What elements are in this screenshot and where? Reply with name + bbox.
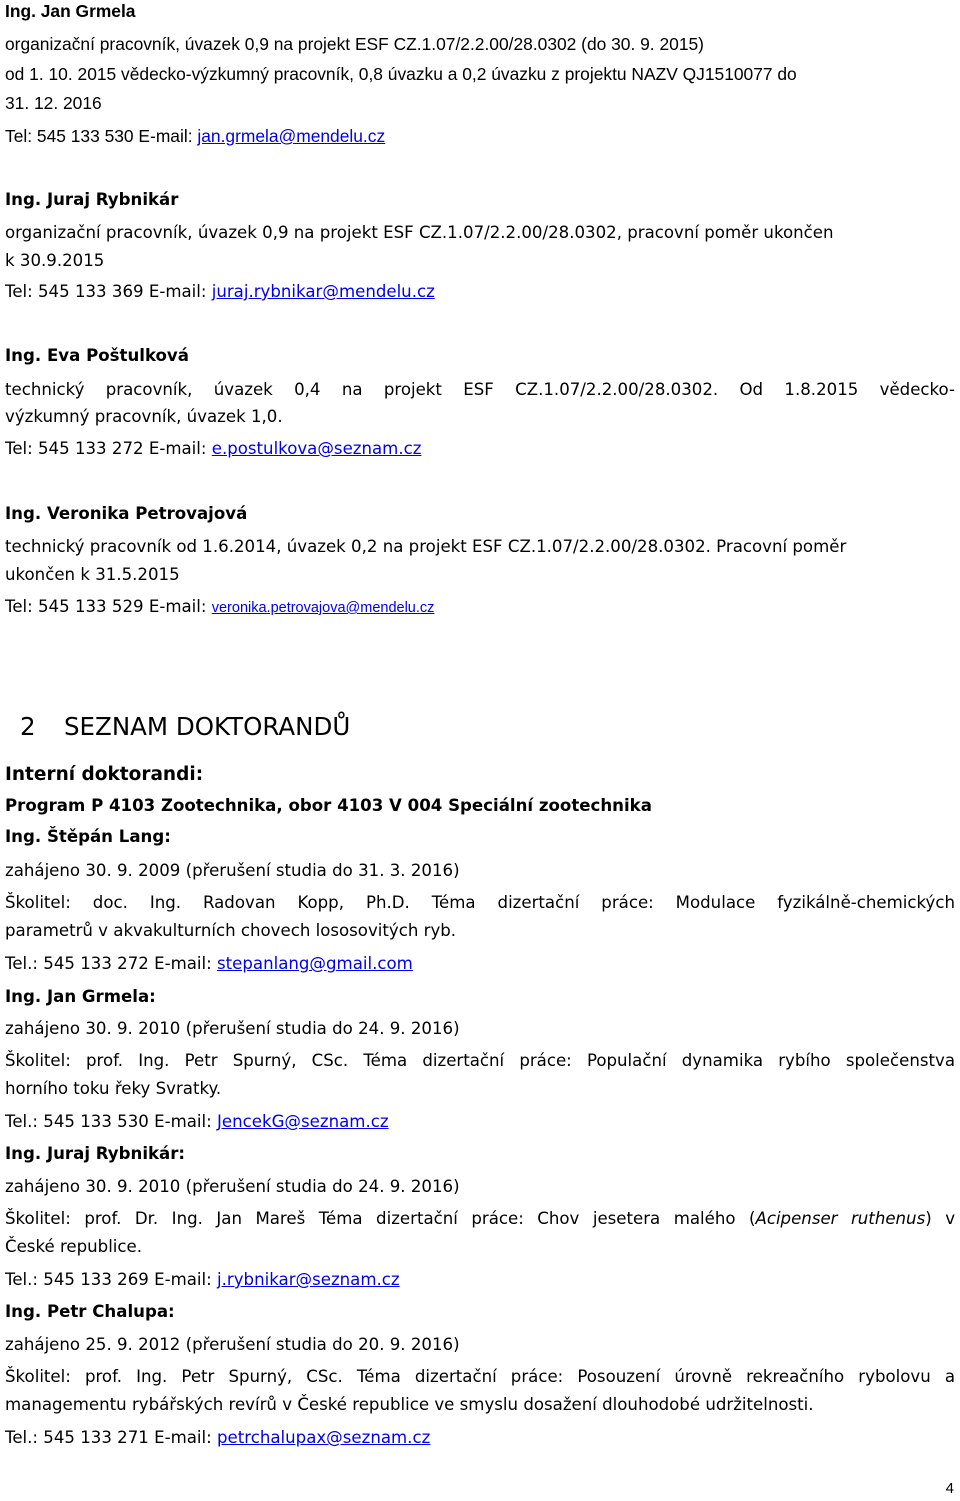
student-started: zahájeno 30. 9. 2009 (přerušení studia do 31. 3. 2016)	[5, 861, 460, 880]
section-subtitle: Interní doktorandi:	[5, 764, 204, 785]
staff-contact	[5, 125, 955, 147]
student-text: Školitel: doc. Ing. Radovan Kopp, Ph.D. Téma dizertační práce: Modulace fyzikálně-chemických	[5, 893, 955, 912]
staff-contact	[5, 438, 955, 460]
staff-contact	[5, 281, 955, 303]
staff-contact	[5, 596, 955, 619]
student-text	[5, 1208, 955, 1230]
text-part: ) v	[925, 1209, 956, 1228]
email-link[interactable]: petrchalupax@seznam.cz	[217, 1428, 431, 1447]
staff-name: Ing. Jan Grmela	[5, 1, 136, 21]
staff-text: od 1. 10. 2015 vědecko-výzkumný pracovník, 0,8 úvazku a 0,2 úvazku z projektu NAZV QJ1510077 do	[5, 64, 797, 84]
text-part: Školitel: prof. Dr. Ing. Jan Mareš Téma dizertační práce: Chov jesetera malého (	[5, 1209, 756, 1228]
student-name: Ing. Jan Grmela:	[5, 987, 156, 1006]
contact-prefix: Tel.: 545 133 271 E-mail:	[5, 1428, 218, 1447]
species-name: Acipenser ruthenus	[755, 1209, 926, 1228]
contact-prefix: Tel.: 545 133 269 E-mail:	[5, 1270, 218, 1289]
staff-text: organizační pracovník, úvazek 0,9 na projekt ESF CZ.1.07/2.2.00/28.0302, pracovní poměr ukončen	[5, 223, 834, 242]
student-contact	[5, 953, 955, 975]
student-started: zahájeno 30. 9. 2010 (přerušení studia do 24. 9. 2016)	[5, 1177, 460, 1196]
student-text: Školitel: prof. Ing. Petr Spurný, CSc. Téma dizertační práce: Populační dynamika rybího společenstva	[5, 1051, 955, 1070]
student-name: Ing. Juraj Rybnikár:	[5, 1144, 186, 1163]
contact-prefix: Tel: 545 133 529 E-mail:	[5, 597, 212, 616]
email-link[interactable]: juraj.rybnikar@mendelu.cz	[211, 282, 435, 301]
staff-text: ukončen k 31.5.2015	[5, 565, 180, 584]
section-number: 2	[20, 712, 36, 741]
staff-text: k 30.9.2015	[5, 251, 105, 270]
email-link[interactable]: j.rybnikar@seznam.cz	[217, 1270, 400, 1289]
student-name: Ing. Petr Chalupa:	[5, 1302, 175, 1321]
student-text: horního toku řeky Svratky.	[5, 1079, 222, 1098]
program-title: Program P 4103 Zootechnika, obor 4103 V 004 Speciální zootechnika	[5, 796, 652, 815]
student-started: zahájeno 25. 9. 2012 (přerušení studia do 20. 9. 2016)	[5, 1335, 460, 1354]
contact-prefix: Tel: 545 133 369 E-mail:	[5, 282, 212, 301]
staff-name: Ing. Veronika Petrovajová	[5, 504, 248, 523]
email-link[interactable]: jan.grmela@mendelu.cz	[197, 126, 386, 146]
staff-text: výzkumný pracovník, úvazek 1,0.	[5, 407, 283, 426]
student-text: parametrů v akvakulturních chovech lososovitých ryb.	[5, 921, 457, 940]
student-text: České republice.	[5, 1237, 143, 1256]
staff-name: Ing. Juraj Rybnikár	[5, 190, 179, 209]
student-name: Ing. Štěpán Lang:	[5, 827, 171, 846]
student-text: managementu rybářských revírů v České republice ve smyslu dosažení dlouhodobé udržitelnosti.	[5, 1395, 814, 1414]
staff-text: 31. 12. 2016	[5, 93, 102, 113]
contact-prefix: Tel.: 545 133 530 E-mail:	[5, 1112, 218, 1131]
staff-name: Ing. Eva Poštulková	[5, 346, 189, 365]
contact-prefix: Tel: 545 133 530 E-mail:	[5, 126, 198, 146]
student-text: Školitel: prof. Ing. Petr Spurný, CSc. Téma dizertační práce: Posouzení úrovně rekreačního rybolovu a	[5, 1367, 955, 1386]
contact-prefix: Tel.: 545 133 272 E-mail:	[5, 954, 218, 973]
section-heading	[20, 711, 350, 743]
staff-text: organizační pracovník, úvazek 0,9 na projekt ESF CZ.1.07/2.2.00/28.0302 (do 30. 9. 2015)	[5, 34, 704, 54]
section-title: SEZNAM DOKTORANDŮ	[64, 712, 351, 741]
student-contact	[5, 1269, 955, 1291]
student-contact	[5, 1111, 955, 1133]
student-started: zahájeno 30. 9. 2010 (přerušení studia do 24. 9. 2016)	[5, 1019, 460, 1038]
email-link[interactable]: JencekG@seznam.cz	[217, 1112, 389, 1131]
staff-text: technický pracovník od 1.6.2014, úvazek 0,2 na projekt ESF CZ.1.07/2.2.00/28.0302. Pracovní poměr	[5, 537, 847, 556]
email-link[interactable]: veronika.petrovajova@mendelu.cz	[211, 600, 435, 616]
staff-text: technický pracovník, úvazek 0,4 na projekt ESF CZ.1.07/2.2.00/28.0302. Od 1.8.2015 vědecko-	[5, 380, 955, 399]
page-number: 4	[945, 1480, 954, 1497]
email-link[interactable]: e.postulkova@seznam.cz	[211, 439, 422, 458]
student-contact	[5, 1427, 955, 1449]
email-link[interactable]: stepanlang@gmail.com	[217, 954, 413, 973]
contact-prefix: Tel: 545 133 272 E-mail:	[5, 439, 212, 458]
